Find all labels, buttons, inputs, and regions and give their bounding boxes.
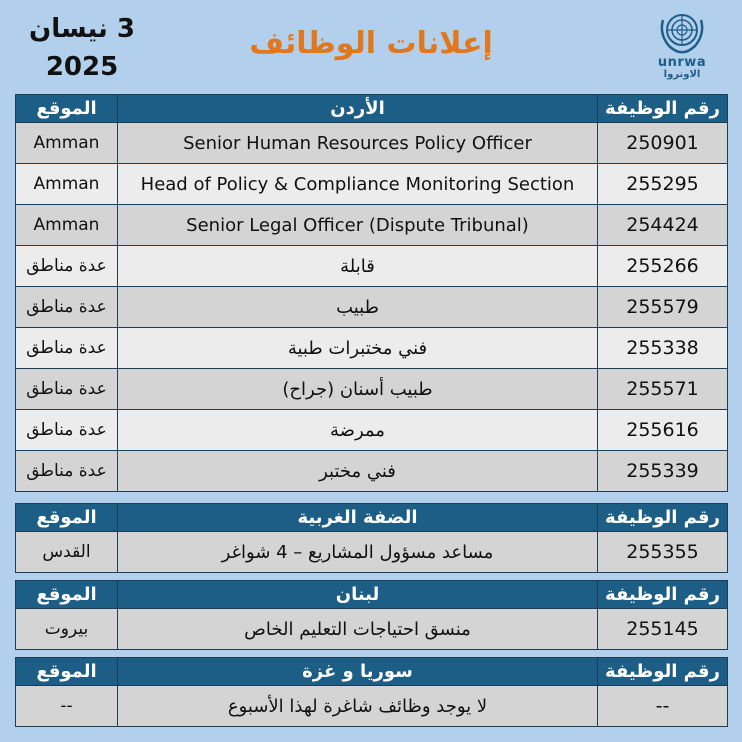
table-row	[16, 287, 728, 328]
location-cell: عدة مناطق	[16, 287, 118, 328]
table-row	[16, 205, 728, 246]
page-title: إعلانات الوظائف	[249, 26, 493, 61]
table-row	[16, 164, 728, 205]
job-number-cell: 255266	[598, 246, 728, 287]
location-cell: عدة مناطق	[16, 369, 118, 410]
location-cell: Amman	[16, 164, 118, 205]
table-row	[16, 451, 728, 492]
job-title-cell: لا يوجد وظائف شاغرة لهذا الأسبوع	[118, 686, 598, 727]
job-title-cell: Senior Human Resources Policy Officer	[118, 123, 598, 164]
job-title-cell: منسق احتياجات التعليم الخاص	[118, 609, 598, 650]
page-header	[0, 0, 742, 92]
job-title-cell: مساعد مسؤول المشاريع – 4 شواغر	[118, 532, 598, 573]
region-header: سوريا و غزة	[118, 658, 598, 686]
job-number-cell: --	[598, 686, 728, 727]
table-header	[16, 658, 728, 686]
table-row	[16, 410, 728, 451]
job-number-cell: 255571	[598, 369, 728, 410]
table-header	[16, 581, 728, 609]
date-day-month: 3 نيسان	[29, 14, 135, 44]
table-row	[16, 532, 728, 573]
job-title-cell: فني مختبر	[118, 451, 598, 492]
location-header: الموقع	[16, 658, 118, 686]
job-number-header: رقم الوظيفة	[598, 95, 728, 123]
job-number-cell: 250901	[598, 123, 728, 164]
job-number-header: رقم الوظيفة	[598, 581, 728, 609]
job-title-cell: Senior Legal Officer (Dispute Tribunal)	[118, 205, 598, 246]
location-cell: Amman	[16, 123, 118, 164]
job-title-cell: ممرضة	[118, 410, 598, 451]
job-title-cell: طبيب أسنان (جراح)	[118, 369, 598, 410]
region-header: لبنان	[118, 581, 598, 609]
jobs-table-syria-gaza	[15, 657, 728, 727]
jobs-table-jordan	[15, 94, 728, 492]
date	[22, 10, 142, 86]
table-row	[16, 246, 728, 287]
unrwa-logo	[642, 8, 722, 88]
table-row	[16, 123, 728, 164]
job-title-cell: طبيب	[118, 287, 598, 328]
location-cell: عدة مناطق	[16, 328, 118, 369]
location-cell: عدة مناطق	[16, 451, 118, 492]
location-cell: عدة مناطق	[16, 410, 118, 451]
job-title-cell: فني مختبرات طبية	[118, 328, 598, 369]
job-number-cell: 254424	[598, 205, 728, 246]
location-cell: Amman	[16, 205, 118, 246]
location-header: الموقع	[16, 581, 118, 609]
table-row	[16, 369, 728, 410]
table-header	[16, 95, 728, 123]
location-cell: عدة مناطق	[16, 246, 118, 287]
table-row	[16, 328, 728, 369]
region-header: الضفة الغربية	[118, 504, 598, 532]
jobs-table-west-bank	[15, 503, 728, 573]
job-number-cell: 255355	[598, 532, 728, 573]
location-cell: بيروت	[16, 609, 118, 650]
jobs-table-lebanon	[15, 580, 728, 650]
job-number-header: رقم الوظيفة	[598, 658, 728, 686]
job-number-cell: 255145	[598, 609, 728, 650]
region-header: الأردن	[118, 95, 598, 123]
un-emblem-icon	[657, 8, 707, 56]
logo-text-ar: الاونروا	[663, 69, 701, 80]
job-number-cell: 255579	[598, 287, 728, 328]
location-cell: --	[16, 686, 118, 727]
job-title-cell: قابلة	[118, 246, 598, 287]
location-cell: القدس	[16, 532, 118, 573]
table-row	[16, 609, 728, 650]
job-number-cell: 255616	[598, 410, 728, 451]
job-title-cell: Head of Policy & Compliance Monitoring Section	[118, 164, 598, 205]
job-number-cell: 255339	[598, 451, 728, 492]
job-number-header: رقم الوظيفة	[598, 504, 728, 532]
location-header: الموقع	[16, 504, 118, 532]
job-number-cell: 255295	[598, 164, 728, 205]
logo-text-en: unrwa	[657, 55, 707, 70]
job-number-cell: 255338	[598, 328, 728, 369]
table-row	[16, 686, 728, 727]
date-year: 2025	[45, 52, 119, 82]
table-header	[16, 504, 728, 532]
location-header: الموقع	[16, 95, 118, 123]
